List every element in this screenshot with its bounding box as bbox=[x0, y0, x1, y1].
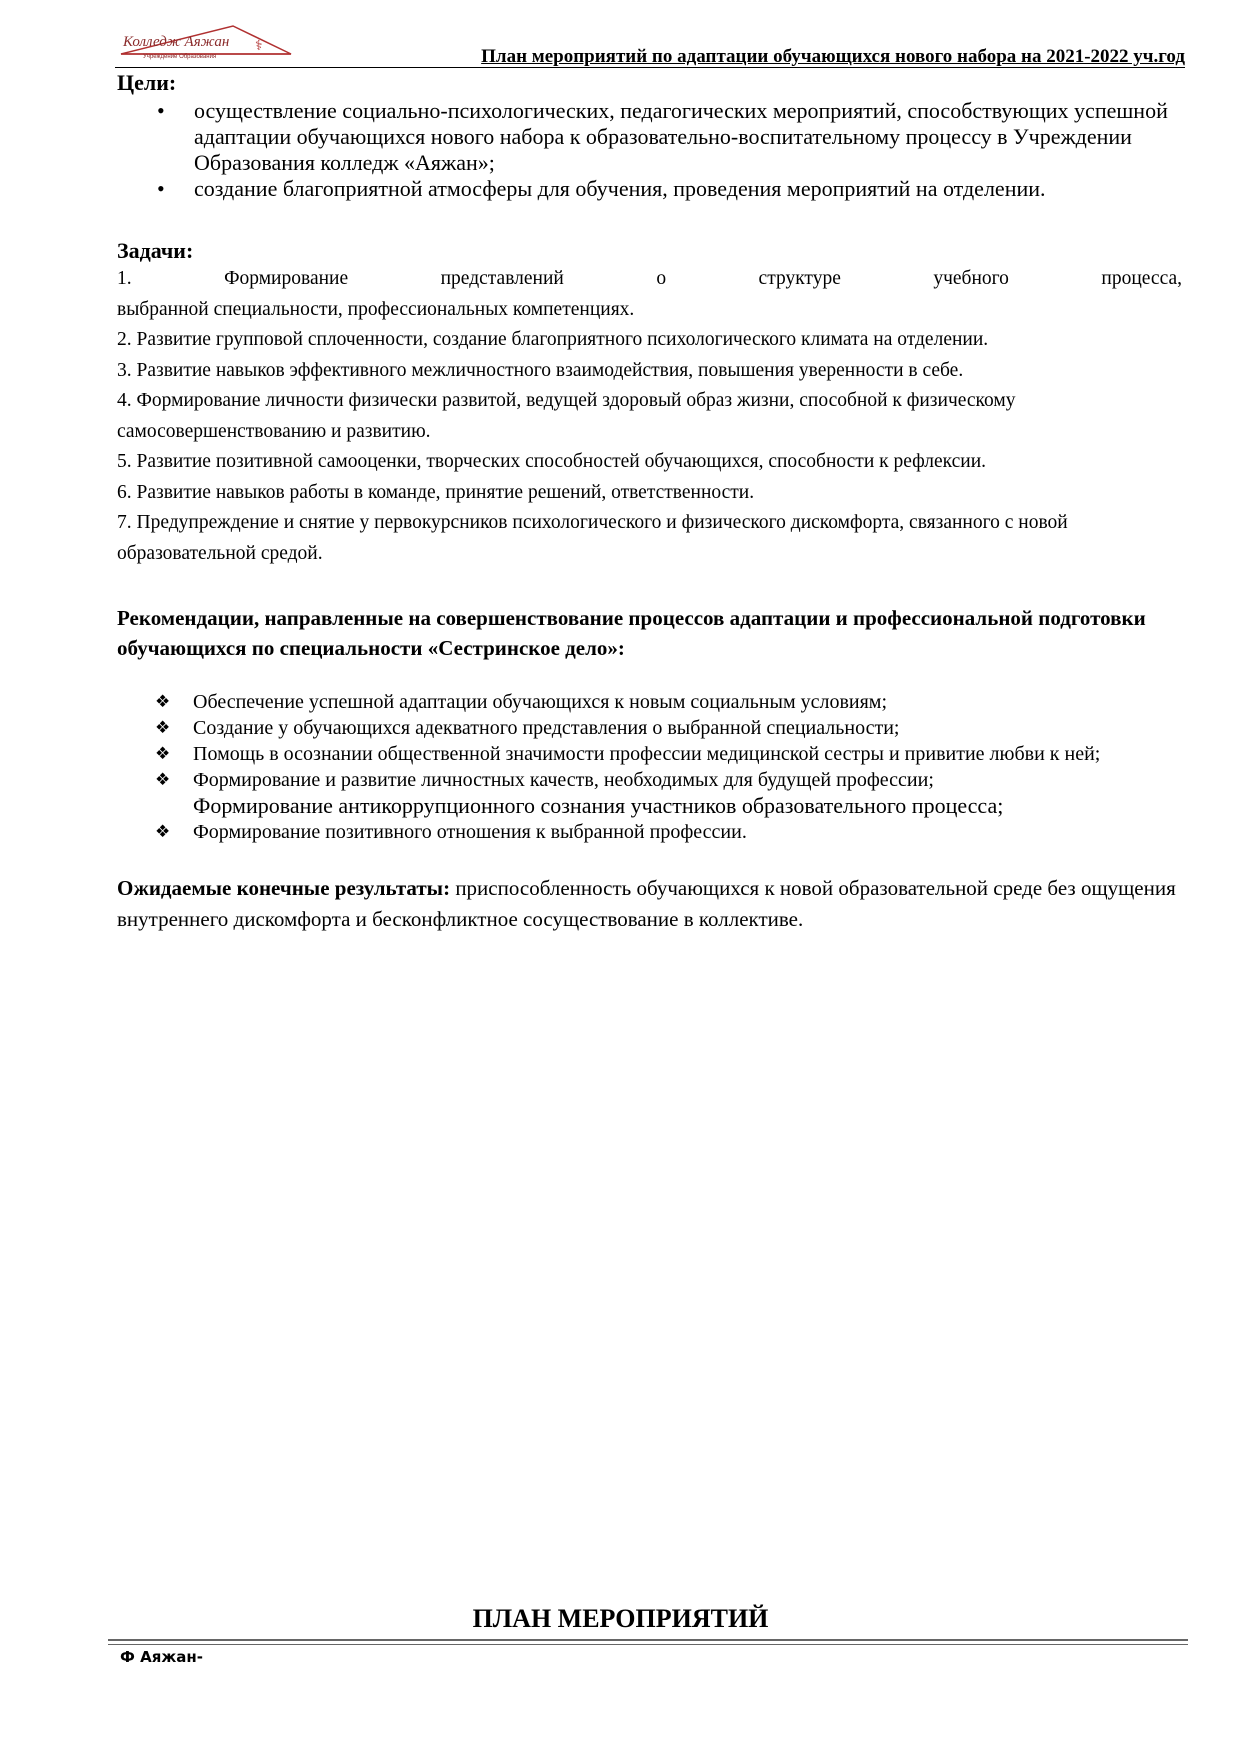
goals-heading: Цели: bbox=[117, 70, 177, 95]
diamond-bullet-icon: ❖ bbox=[155, 770, 171, 789]
svg-text:⚕: ⚕ bbox=[255, 38, 263, 54]
logo-subtext: Учреждение Образования bbox=[143, 54, 217, 60]
list-subline: Формирование антикоррупционного сознания участников образовательного процесса; bbox=[193, 793, 1004, 818]
bullet-icon: • bbox=[157, 98, 165, 123]
goals-list bbox=[117, 98, 1182, 202]
tasks-list bbox=[117, 264, 1182, 569]
task-item: выбранной специальности, профессиональных компетенциях. bbox=[117, 298, 635, 320]
list-item: ❖ Помощь в осознании общественной значимости профессии медицинской сестры и привитие любви к ней; bbox=[155, 743, 1101, 765]
list-item: ❖ Формирование позитивного отношения к выбранной профессии. bbox=[155, 821, 747, 843]
task-item: 4. Формирование личности физически развитой, ведущей здоровый образ жизни, способной к физическому самосовершенствованию и развитию. bbox=[117, 390, 1016, 442]
list-item: • создание благоприятной атмосферы для обучения, проведения мероприятий на отделении. bbox=[157, 176, 1046, 201]
list-item: ❖ Формирование и развитие личностных качеств, необходимых для будущей профессии; Формирование антикоррупционного сознания участников образовательного процесса; bbox=[117, 767, 1182, 819]
expected-results bbox=[117, 873, 1182, 935]
task-item: 2. Развитие групповой сплоченности, создание благоприятного психологического климата на отделении. bbox=[117, 329, 989, 350]
list-item: • осуществление социально-психологических, педагогических мероприятий, способствующих успешной адаптации обучающихся нового набора к образовательно-воспитательному процессу в Учреждении Образования колледж «Аяжан»; bbox=[157, 98, 1168, 175]
tasks-heading: Задачи: bbox=[117, 238, 194, 263]
results-text: приспособленность обучающихся к новой образовательной среде без ощущения внутреннего дискомфорта и бесконфликтное сосуществование в коллективе. bbox=[117, 876, 1176, 931]
header-title: План мероприятий по адаптации обучающихся нового набора на 2021-2022 уч.год bbox=[481, 46, 1185, 67]
results-label: Ожидаемые конечные результаты: bbox=[117, 876, 451, 900]
plan-title: ПЛАН МЕРОПРИЯТИЙ bbox=[472, 1604, 769, 1633]
task-item: 3. Развитие навыков эффективного межличностного взаимодействия, повышения уверенности в себе. bbox=[117, 359, 964, 381]
footer-text: Ф Аяжан- bbox=[120, 1648, 203, 1666]
diamond-bullet-icon: ❖ bbox=[155, 692, 171, 711]
task-item: 6. Развитие навыков работы в команде, принятие решений, ответственности. bbox=[117, 481, 755, 503]
task-item: 7. Предупреждение и снятие у первокурсников психологического и физического дискомфорта, связанного с новой образовательной средой. bbox=[117, 512, 1068, 564]
list-item: ❖ Обеспечение успешной адаптации обучающихся к новым социальным условиям; bbox=[155, 691, 888, 713]
task-item: 1. Формирование представлений о структуре учебного процесса, bbox=[117, 268, 1182, 289]
footer-divider bbox=[108, 1639, 1188, 1645]
list-item: ❖ Создание у обучающихся адекватного представления о выбранной специальности; bbox=[155, 717, 900, 739]
page-header bbox=[115, 22, 1185, 68]
task-item: 5. Развитие позитивной самооценки, творческих способностей обучающихся, способности к рефлексии. bbox=[117, 451, 987, 472]
diamond-bullet-icon: ❖ bbox=[155, 822, 171, 841]
diamond-bullet-icon: ❖ bbox=[155, 744, 171, 763]
diamond-bullet-icon: ❖ bbox=[155, 718, 171, 737]
recommendations-list bbox=[117, 689, 1182, 845]
bullet-icon: • bbox=[157, 176, 165, 201]
college-logo bbox=[115, 24, 295, 60]
logo-text: Колледж Аяжан bbox=[123, 34, 230, 50]
document-body bbox=[117, 70, 1182, 956]
recommendations-heading: Рекомендации, направленные на совершенствование процессов адаптации и профессиональной подготовки обучающихся по специальности «Сестринское дело»: bbox=[117, 606, 1146, 660]
